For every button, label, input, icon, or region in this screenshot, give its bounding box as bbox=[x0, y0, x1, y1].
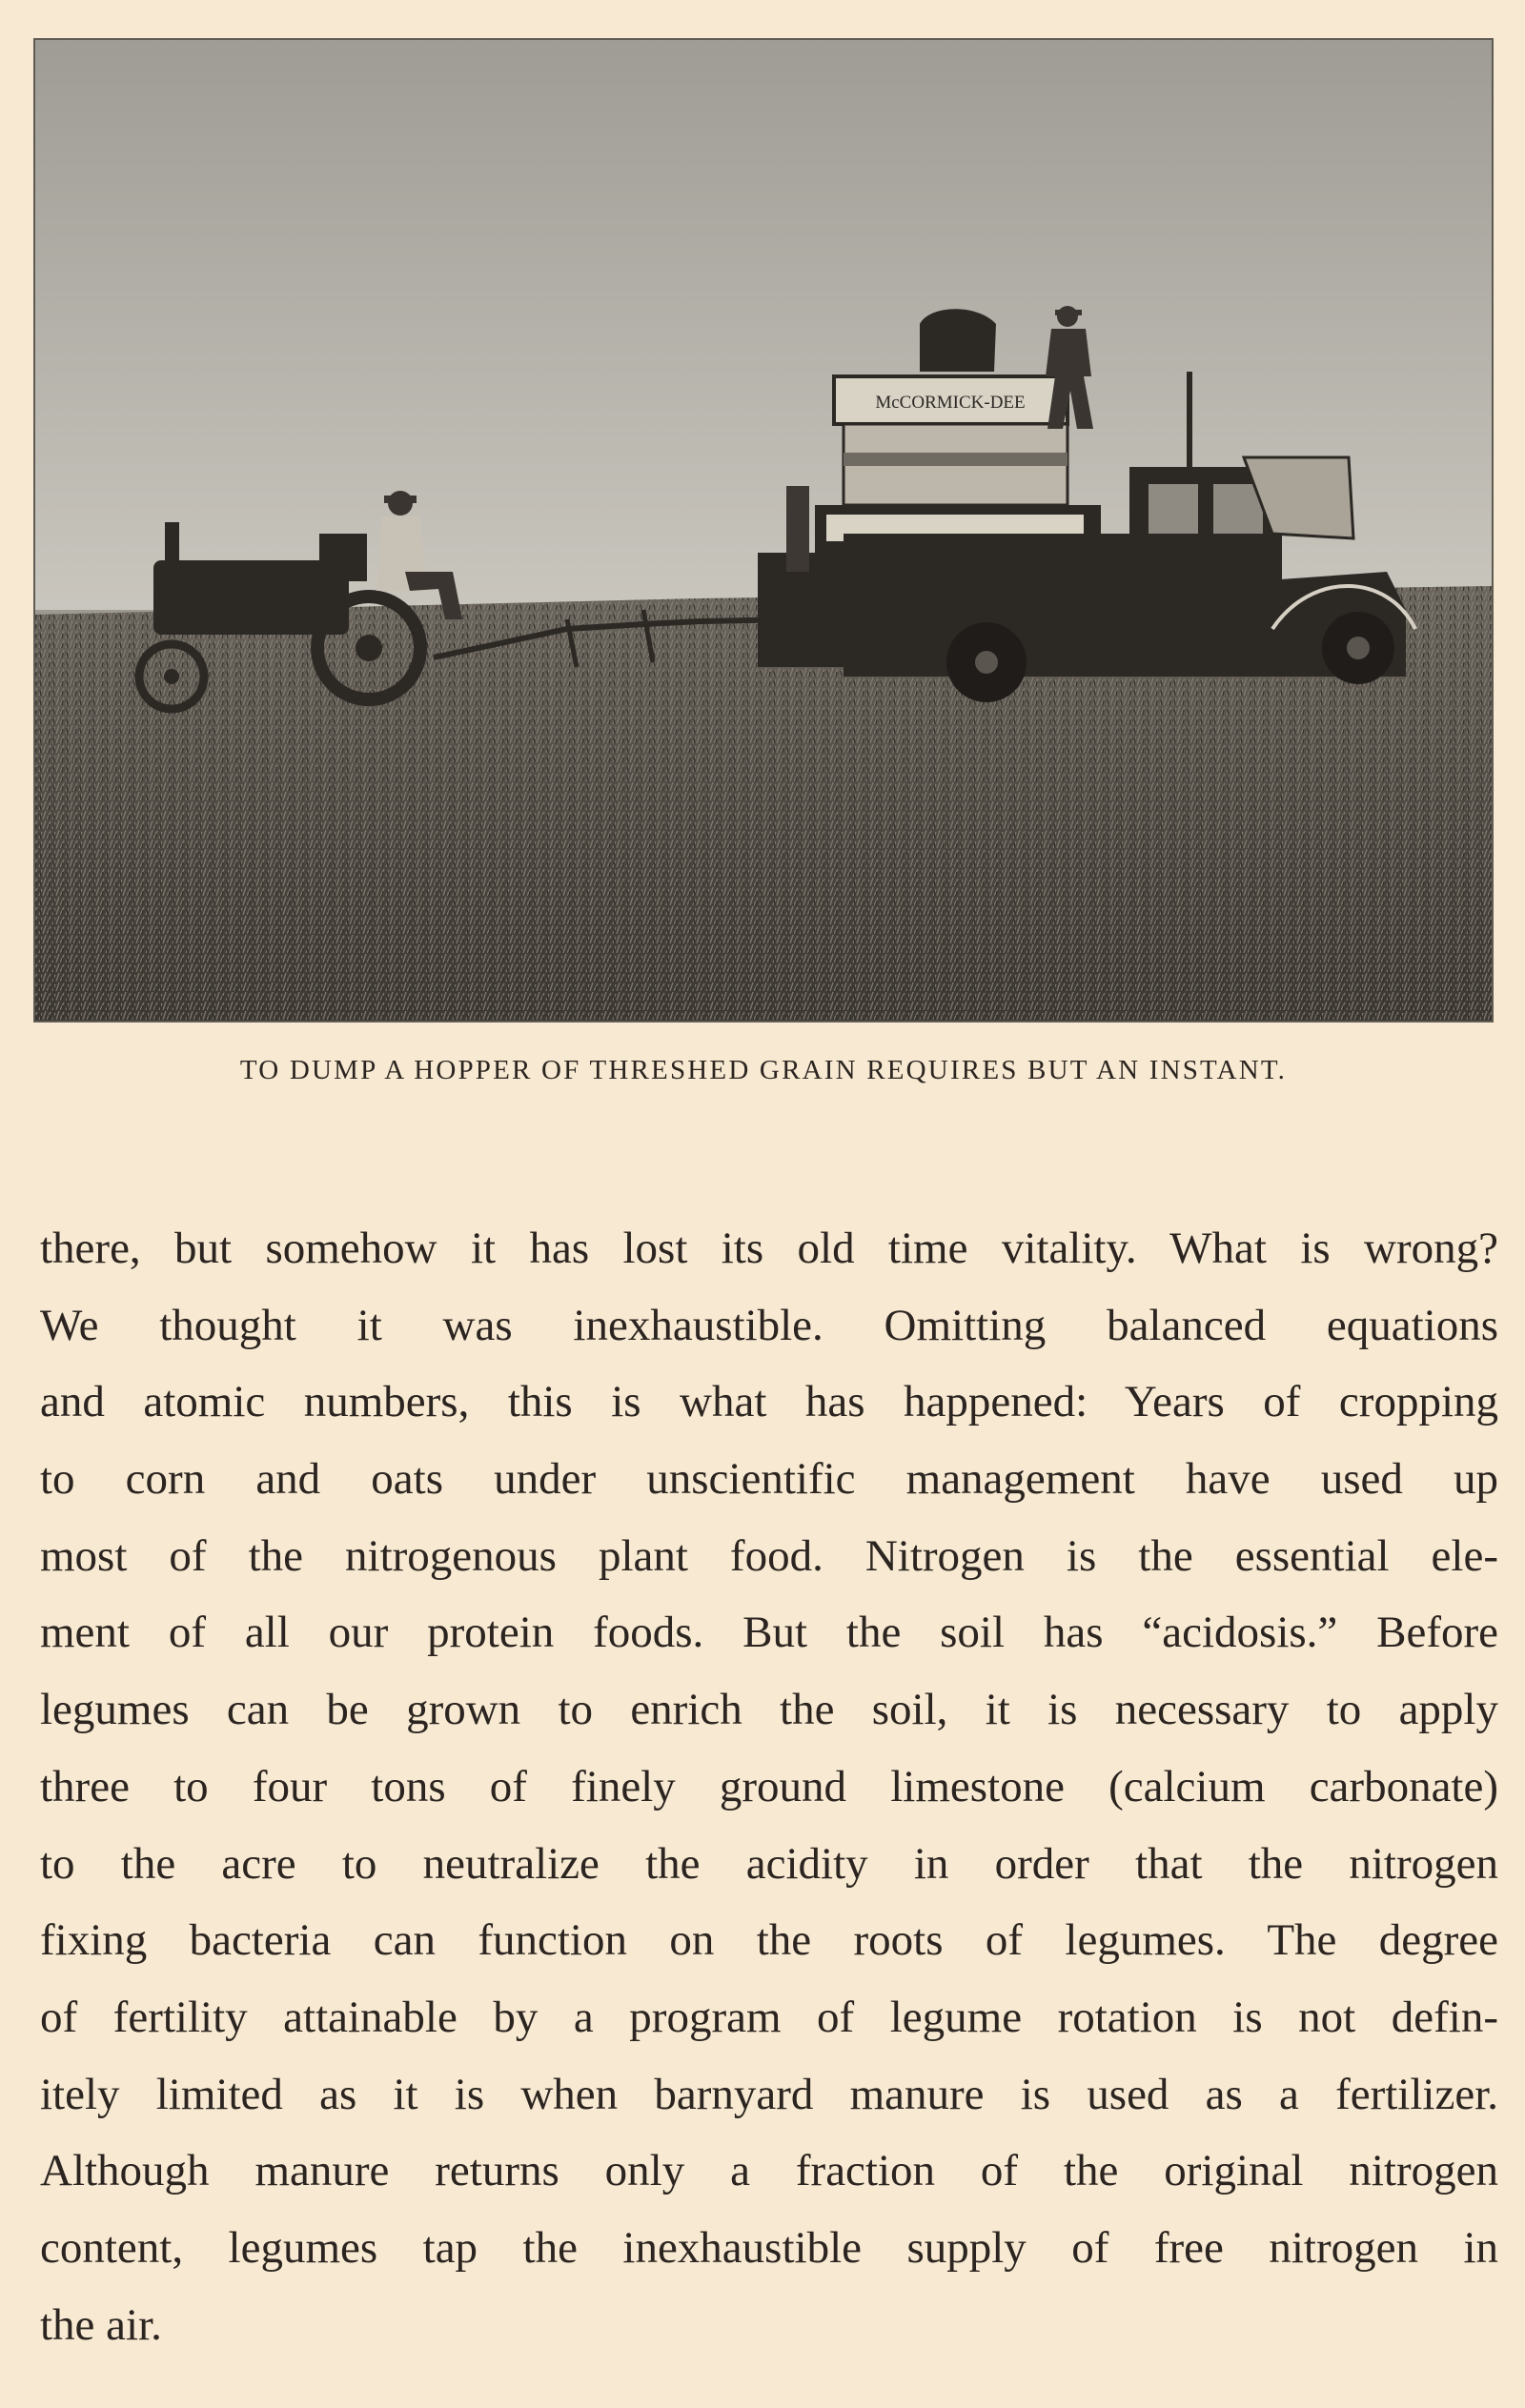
photo-caption: TO DUMP A HOPPER OF THRESHED GRAIN REQUIRES BUT AN INSTANT. bbox=[239, 1055, 1288, 1085]
paragraph-line: to the acre to neutralize the acidity in order that the nitrogen bbox=[40, 1838, 1498, 1889]
paragraph-line: most of the nitrogenous plant food. Nitrogen is the essential ele- bbox=[40, 1530, 1498, 1581]
paragraph-line: three to four tons of finely ground limestone (calcium carbonate) bbox=[40, 1761, 1498, 1811]
paragraph-line: Although manure returns only a fraction of the original nitrogen bbox=[40, 2146, 1498, 2196]
harvest-photo-illustration bbox=[33, 38, 1494, 1022]
paragraph-line: We thought it was inexhaustible. Omitting balanced equations bbox=[40, 1300, 1498, 1350]
paragraph-line: itely limited as it is when barnyard manure is used as a fertilizer. bbox=[40, 2069, 1498, 2119]
body-paragraph bbox=[40, 1210, 1498, 2363]
paragraph-line: the air. bbox=[40, 2299, 162, 2350]
paragraph-line: there, but somehow it has lost its old time vitality. What is wrong? bbox=[40, 1224, 1498, 1273]
thresher-sign: McCORMICK-DEE bbox=[875, 393, 1026, 413]
paragraph-line: to corn and oats under unscientific management have used up bbox=[40, 1454, 1498, 1505]
paragraph-line: and atomic numbers, this is what has happened: Years of cropping bbox=[40, 1377, 1498, 1427]
paragraph-line: legumes can be grown to enrich the soil, it is necessary to apply bbox=[40, 1685, 1498, 1735]
paragraph-line: fixing bacteria can function on the roots of legumes. The degree bbox=[40, 1915, 1498, 1966]
harvest-photo bbox=[33, 38, 1494, 1022]
paragraph-line: of fertility attainable by a program of legume rotation is not defin- bbox=[40, 1992, 1498, 2042]
paragraph-line: content, legumes tap the inexhaustible supply of free nitrogen in bbox=[40, 2222, 1498, 2273]
paragraph-line: ment of all our protein foods. But the soil has “acidosis.” Before bbox=[40, 1608, 1498, 1658]
